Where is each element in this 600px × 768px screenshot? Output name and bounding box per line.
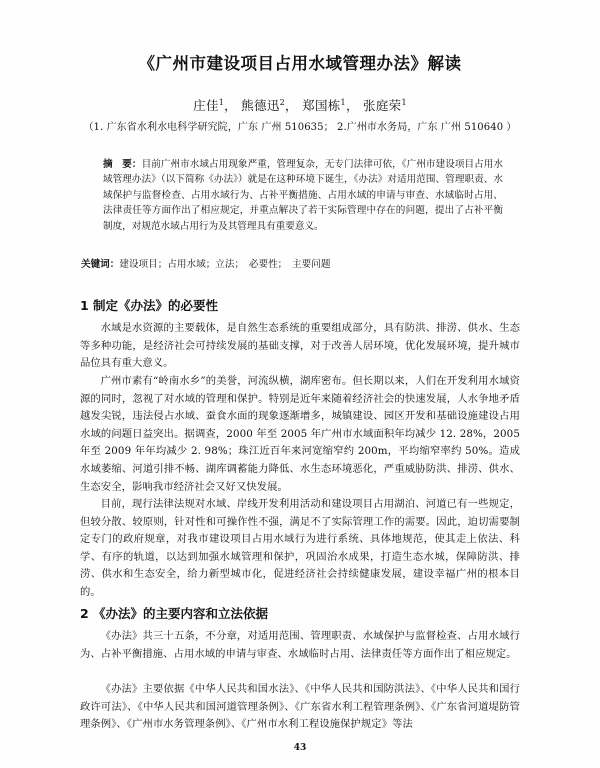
abstract-text: 目前广州市水域占用现象严重，管理复杂，无专门法律可依，《广州市建设项目占用水域管理办法》（以下简称《办法》）就是在这种环境下诞生，《办法》对适用范围、管理职责、水域保护与监督检查、占用水域行为、占补平衡措施、占用水域的申请与审查、水域临时占用、法律责任等方面作出了相应规定，并重点解决了若干实际管理中存在的问题，提出了占补平衡制度，对规范水域占用行为及其管理具有重要意义。 xyxy=(103,159,504,232)
author-affiliation-mark: 1 xyxy=(401,97,407,107)
keywords xyxy=(81,256,501,270)
keywords-label: 关键词： xyxy=(81,259,120,270)
author-separator: ， xyxy=(224,98,237,113)
author-list xyxy=(0,96,600,114)
section-1-paragraph-1: 水域是水资源的主要载体，是自然生态系统的重要组成部分，具有防洪、排涝、供水、生态等多种功能，是经济社会可持续发展的基础支撑，对于改善人居环境，优化发展环境，提升城市品位具有重大意义。 xyxy=(80,322,520,370)
paper-title: 《广州市建设项目占用水域管理办法》解读 xyxy=(138,54,462,73)
section-1-paragraph-2: 广州市素有“岭南水乡”的美誉，河流纵横，湖库密布。但长期以来，人们在开发利用水域资源的同时，忽视了对水域的管理和保护。特别是近年来随着经济社会的快速发展，人水争地矛盾越发尖锐，违法侵占水域、蚕食水面的现象逐渐增多，城镇建设、园区开发和基础设施建设占用水域的问题日益突出。据调查，2000 年至 2005 年广州市水域面积年均减少 12. 28%，2005 年至 2009 年年均减少 2. 98%；珠江近百年来河宽缩窄约 200m，平均缩窄率约 50%。造成水域萎缩、河道引排不畅、湖库调蓄能力降低、水生态环境恶化，严重威胁防洪、排涝、供水、生态安全，影响我市经济社会又好又快发展。 xyxy=(80,375,520,493)
page-number: 43 xyxy=(293,743,307,753)
author-affiliation-mark: 2 xyxy=(279,97,286,107)
section-2-paragraph-2: 《办法》主要依据《中华人民共和国水法》、《中华人民共和国防洪法》、《中华人民共和国行政许可法》、《中华人民共和国河道管理条例》、《广东省水利工程管理条例》、《广东省河道堤防管理条例》、《广州市水务管理条例》、《广州市水利工程设施保护规定》等法 xyxy=(80,683,520,731)
author-name: 郑国栋 xyxy=(302,98,341,113)
author-name: 庄佳 xyxy=(193,98,219,113)
author-separator: ， xyxy=(345,98,359,113)
author-affiliation-mark: 1 xyxy=(340,97,346,107)
affiliations: （1. 广东省水利水电科学研究院，广东 广州 510635； 2.广州市水务局，广东 广州 510640 ） xyxy=(83,122,517,133)
abstract-label: 摘 要： xyxy=(103,159,142,170)
keywords-text: 建设项目；占用水域；立法； 必要性； 主要问题 xyxy=(119,259,331,270)
author-name: 张庭荣 xyxy=(363,98,402,113)
author-separator: ， xyxy=(285,98,298,113)
section-heading-2: 2 《办法》的主要内容和立法依据 xyxy=(80,606,269,621)
author-affiliation-mark: 1 xyxy=(218,97,225,107)
author-name: 熊德迅 xyxy=(241,98,280,113)
abstract xyxy=(103,157,503,234)
section-2-paragraph-1: 《办法》共三十五条，不分章，对适用范围、管理职责、水域保护与监督检查、占用水域行为、占补平衡措施、占用水域的申请与审查、水域临时占用、法律责任等方面作出了相应规定。 xyxy=(80,630,520,660)
section-heading-1: 1 制定《办法》的必要性 xyxy=(80,298,219,313)
section-1-paragraph-3: 目前，现行法律法规对水域、岸线开发利用活动和建设项目占用湖泊、河道已有一些规定，但较分散、较原则，针对性和可操作性不强，满足不了实际管理工作的需要。因此，迫切需要制定专门的政府规章，对我市建设项目占用水域行为进行系统、具体地规范，使其走上依法、科学、有序的轨道，以达到加强水域管理和保护，巩固治水成果，打造生态水城，保障防洪、排涝、供水和生态安全，给力新型城市化，促进经济社会持续健康发展，建设幸福广州的根本目的。 xyxy=(80,498,520,598)
